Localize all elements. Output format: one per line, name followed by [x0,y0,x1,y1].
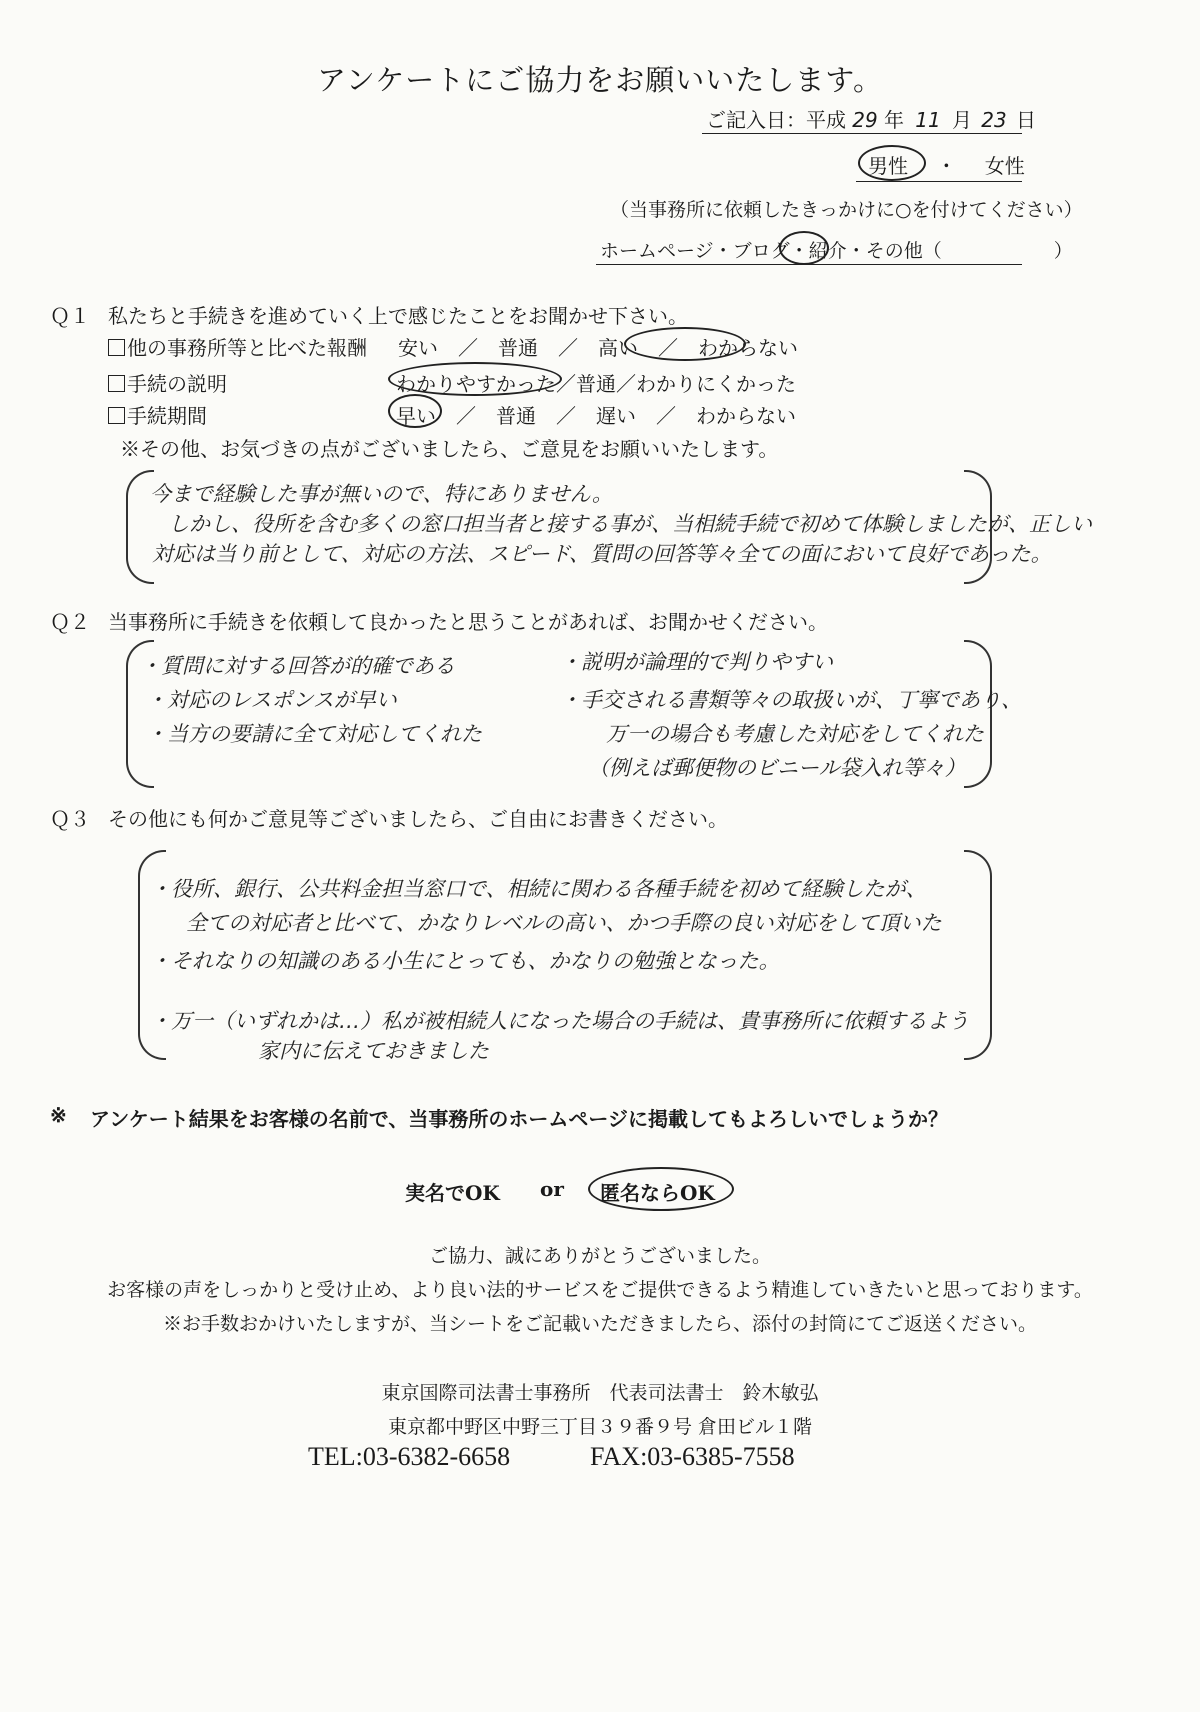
date-year-suffix: 年 [884,108,904,132]
q1-explanation-options[interactable]: わかりやすかった／普通／わかりにくかった [396,372,796,396]
q3-number: Ｑ３ [50,807,90,831]
q1-option[interactable]: 普通 [496,404,536,428]
gender-female[interactable]: 女性 [984,154,1025,178]
publish-anonymous-option[interactable]: 匿名ならOK [600,1181,715,1205]
trigger-options[interactable] [600,236,1073,263]
q1-option[interactable]: 普通 [498,336,538,360]
q2-question: 当事務所に手続きを依頼して良かったと思うことがあれば、お聞かせください。 [108,610,828,634]
date-label: ご記入日：平成 [706,108,846,132]
trigger-underline [596,264,1022,265]
gender-separator: ・ [936,154,957,178]
gender-selected-circle [858,145,926,181]
q1-row-fee [108,332,367,361]
q2-number: Ｑ２ [50,610,90,634]
checkbox-icon[interactable] [108,407,125,424]
q1-fee-options[interactable]: 安い ／ 普通 ／ 高い ／ わからない [398,336,798,360]
publish-or: or [540,1177,564,1201]
date-month: 11 [915,108,941,132]
q3-answer-line: ・万一（いずれかは…）私が被相続人になった場合の手続は、貴事務所に依頼するよう [150,1009,969,1033]
trigger-separator: ・ [713,240,733,262]
q2-answer-line: ・対応のレスポンスが早い [146,688,397,712]
q2-answer-line: ・手交される書類等々の取扱いが、丁寧であり、 [560,688,1022,712]
publish-real-name-option[interactable]: 実名でOK [405,1181,500,1205]
trigger-homepage[interactable]: ホームページ [600,240,714,262]
office-name: 東京国際司法書士事務所 代表司法書士 鈴木敏弘 [381,1382,819,1404]
q1-option[interactable]: 安い [398,336,438,360]
q1-answer-line: 対応は当り前として、対応の方法、スピード、質問の回答等々全ての面において良好であった。 [152,542,1052,566]
q2-answer-line: ・説明が論理的で判りやすい [560,650,833,674]
q3-answer-line: ・それなりの知識のある小生にとっても、かなりの勉強となった。 [150,949,780,973]
date-underline [702,133,1022,134]
q1-question: 私たちと手続きを進めていく上で感じたことをお聞かせ下さい。 [108,304,688,328]
date-day-suffix: 日 [1016,108,1036,132]
q1-option[interactable]: わかりにくかった [636,372,796,396]
q1-row-label: 他の事務所等と比べた報酬 [127,336,367,360]
q1-period-selected-circle [388,394,442,428]
q1-row-label: 手続の説明 [127,372,227,396]
q1-period-options[interactable]: 早い ／ 普通 ／ 遅い ／ わからない [396,404,796,428]
q2-bracket-right [964,640,992,788]
q1-explanation-selected-circle [388,362,562,396]
q2-answer-line: ・質問に対する回答が的確である [140,654,455,678]
q1-option[interactable]: 普通 [576,372,616,396]
q1-option[interactable]: 遅い [596,404,636,428]
q1-option[interactable]: 高い [598,336,638,360]
publish-question: アンケート結果をお客様の名前で、当事務所のホームページに掲載してもよろしいでしょうか？ [90,1107,948,1131]
q1-row-period [108,400,207,429]
q1-fee-selected-circle [624,327,746,361]
q1-option[interactable]: わからない [698,336,798,360]
checkbox-icon[interactable] [108,375,125,392]
q1-answer-line: 今まで経験した事が無いので、特にありません。 [150,482,613,506]
office-fax: FAX:03-6385-7558 [590,1442,795,1471]
q3-answer-line: 全ての対応者と比べて、かなりレベルの高い、かつ手際の良い対応をして頂いた [186,911,942,935]
date-month-suffix: 月 [952,108,972,132]
q1-option[interactable]: 早い [396,404,436,428]
q2-answer-line: ・当方の要請に全て対応してくれた [146,722,482,746]
date-year: 29 [852,108,878,132]
closing-return-note: ※お手数おかけいたしますが、当シートをご記載いただきましたら、添付の封筒にてご返送ください。 [162,1313,1037,1335]
q1-number: Ｑ１ [50,304,90,328]
publish-mark: ※ [50,1103,67,1127]
q1-row-label: 手続期間 [127,404,207,428]
page-title: アンケートにご協力をお願いいたします。 [317,63,883,97]
closing-message: お客様の声をしっかりと受け止め、より良い法的サービスをご提供できるよう精進していきたいと思っております。 [107,1279,1093,1301]
trigger-other[interactable]: その他（ [865,240,942,262]
q1-row-explanation [108,368,227,397]
gender-underline [856,181,1022,182]
q2-answer-line: 万一の場合も考慮した対応をしてくれた [606,722,984,746]
checkbox-icon[interactable] [108,339,125,356]
q1-answer-line: しかし、役所を含む多くの窓口担当者と接する事が、当相続手続で初めて体験しましたが、正しい [168,512,1092,536]
trigger-separator: ・ [789,240,809,262]
trigger-instruction: （当事務所に依頼したきっかけに○を付けてください） [610,199,1083,221]
q1-note: ※その他、お気づきの点がございましたら、ご意見をお願いいたします。 [120,437,779,461]
date-field[interactable] [706,104,1036,133]
q1-option[interactable]: わかりやすかった [396,372,556,396]
q3-question: その他にも何かご意見等ございましたら、ご自由にお書きください。 [108,807,728,831]
trigger-separator: ・ [846,240,866,262]
q2-answer-line: （例えば郵便物のビニール袋入れ等々） [588,756,966,780]
office-address: 東京都中野区中野三丁目３９番９号 倉田ビル１階 [387,1416,813,1438]
date-day: 23 [981,108,1007,132]
q3-answer-line: ・役所、銀行、公共料金担当窓口で、相続に関わる各種手続を初めて経験したが、 [150,877,927,901]
trigger-close: ） [1053,240,1073,262]
trigger-selected-circle [779,231,829,265]
trigger-blog[interactable]: ブログ [732,240,790,262]
office-tel[interactable]: TEL:03-6382-6658 [308,1442,511,1471]
closing-thanks: ご協力、誠にありがとうございました。 [428,1245,771,1267]
trigger-referral[interactable]: 紹介 [808,240,847,262]
q1-option[interactable]: わからない [696,404,796,428]
gender-male[interactable]: 男性 [868,154,908,178]
q3-answer-line: 家内に伝えておきました [258,1039,489,1063]
publish-selected-circle [588,1167,734,1211]
